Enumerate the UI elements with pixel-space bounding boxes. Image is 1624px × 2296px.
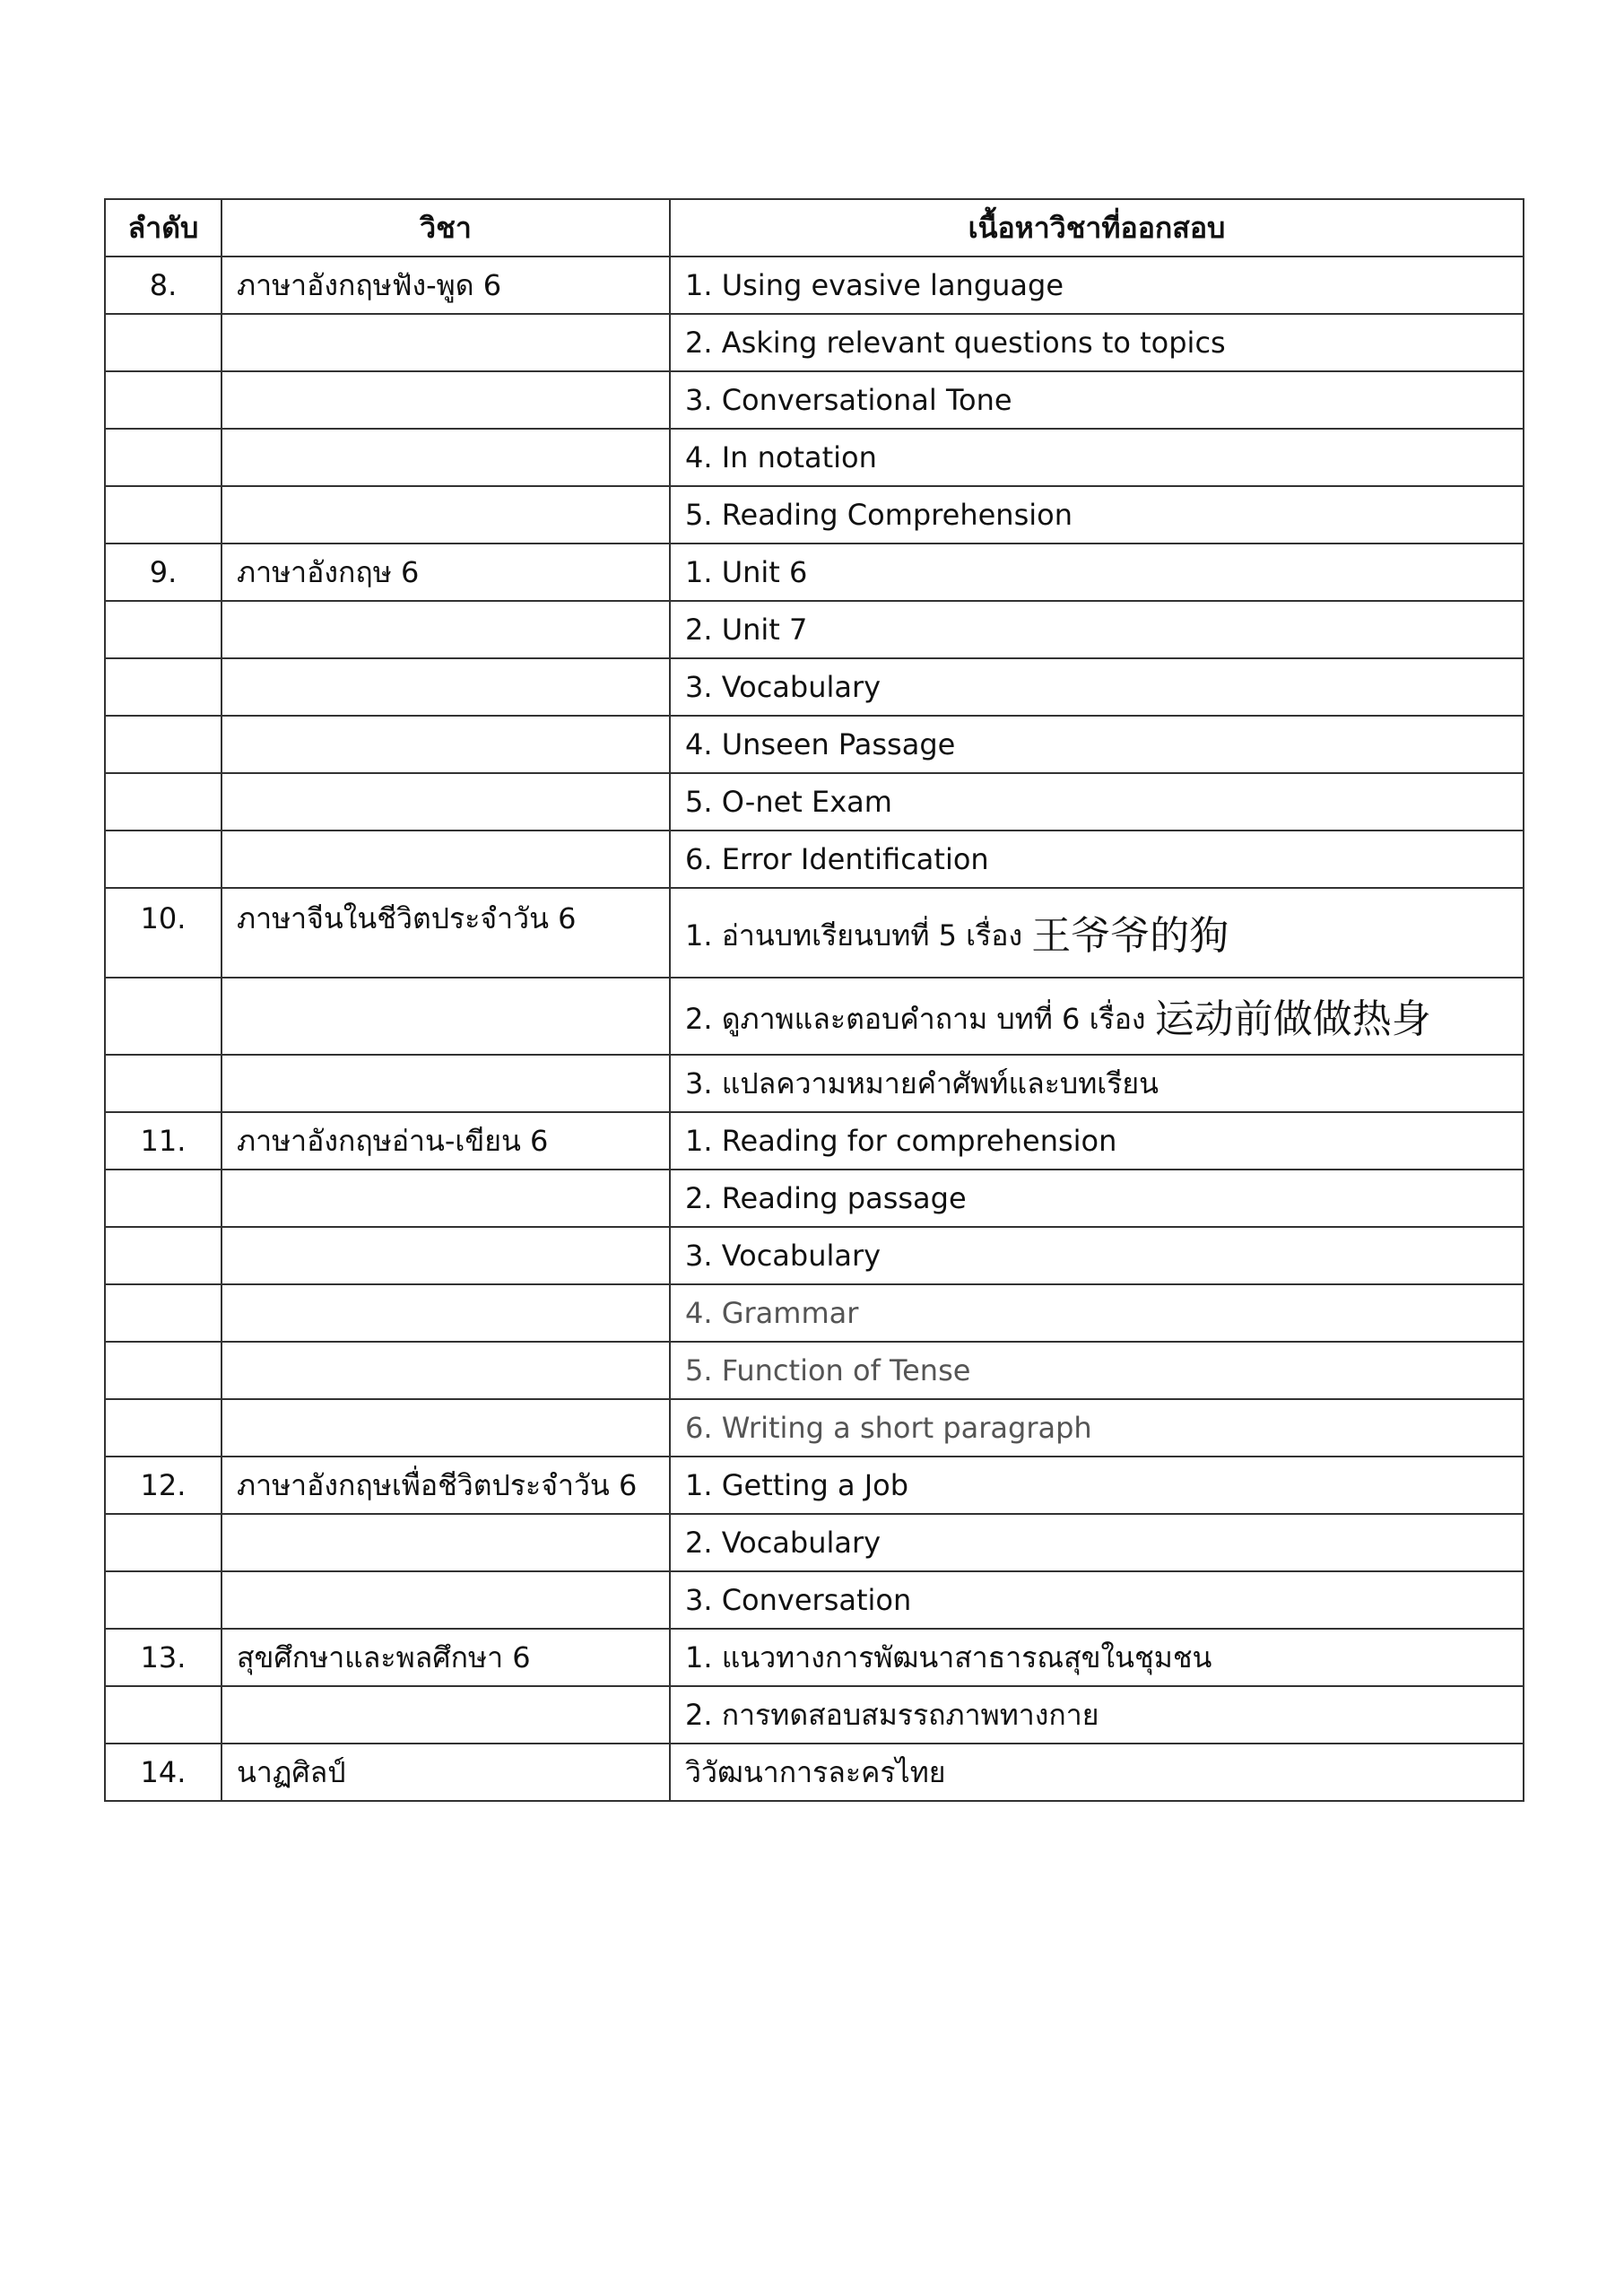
row-subject xyxy=(221,1227,670,1284)
table-row xyxy=(105,486,1524,544)
row-number: 14. xyxy=(105,1744,221,1801)
chinese-lesson-title: 王爷爷的狗 xyxy=(1031,912,1229,959)
row-content: 3. Vocabulary xyxy=(670,1227,1524,1284)
table-row xyxy=(105,888,1524,978)
row-content: 5. O-net Exam xyxy=(670,773,1524,831)
row-subject xyxy=(221,429,670,486)
row-content: 3. Vocabulary xyxy=(670,658,1524,716)
row-number xyxy=(105,486,221,544)
row-number: 10. xyxy=(105,888,221,978)
row-content: 3. Conversational Tone xyxy=(670,371,1524,429)
table-row xyxy=(105,429,1524,486)
row-content: 2. Asking relevant questions to topics xyxy=(670,314,1524,371)
row-subject: ภาษาอังกฤษฟัง-พูด 6 xyxy=(221,257,670,314)
row-subject xyxy=(221,1055,670,1112)
row-content: 2. Vocabulary xyxy=(670,1514,1524,1571)
table-row xyxy=(105,1342,1524,1399)
row-content: 3. แปลความหมายคำศัพท์และบทเรียน xyxy=(670,1055,1524,1112)
row-subject xyxy=(221,1284,670,1342)
row-number xyxy=(105,1227,221,1284)
row-content xyxy=(670,978,1524,1055)
table-row xyxy=(105,716,1524,773)
row-content: 6. Error Identification xyxy=(670,831,1524,888)
row-number xyxy=(105,1399,221,1457)
row-subject xyxy=(221,1571,670,1629)
row-subject: ภาษาอังกฤษเพื่อชีวิตประจำวัน 6 xyxy=(221,1457,670,1514)
row-subject xyxy=(221,716,670,773)
table-row xyxy=(105,1055,1524,1112)
table-row xyxy=(105,314,1524,371)
row-content-thai: 2. ดูภาพและตอบคำถาม บทที่ 6 เรื่อง xyxy=(685,1001,1155,1036)
table-row xyxy=(105,831,1524,888)
table-row xyxy=(105,1457,1524,1514)
row-subject: สุขศึกษาและพลศึกษา 6 xyxy=(221,1629,670,1686)
row-content: 2. Unit 7 xyxy=(670,601,1524,658)
row-content: 6. Writing a short paragraph xyxy=(670,1399,1524,1457)
row-subject xyxy=(221,658,670,716)
row-number: 13. xyxy=(105,1629,221,1686)
row-subject xyxy=(221,486,670,544)
table-row xyxy=(105,1399,1524,1457)
row-number xyxy=(105,1342,221,1399)
row-subject: ภาษาอังกฤษอ่าน-เขียน 6 xyxy=(221,1112,670,1170)
row-content: 4. Unseen Passage xyxy=(670,716,1524,773)
row-number xyxy=(105,1571,221,1629)
table-row xyxy=(105,601,1524,658)
table-row xyxy=(105,1571,1524,1629)
table-row xyxy=(105,1744,1524,1801)
row-subject xyxy=(221,1686,670,1744)
row-subject: ภาษาอังกฤษ 6 xyxy=(221,544,670,601)
row-content: 1. Unit 6 xyxy=(670,544,1524,601)
header-row xyxy=(105,199,1524,257)
table-row xyxy=(105,1112,1524,1170)
row-number xyxy=(105,1514,221,1571)
table-body xyxy=(105,257,1524,1801)
row-number xyxy=(105,1284,221,1342)
row-subject xyxy=(221,773,670,831)
table-row xyxy=(105,1170,1524,1227)
row-content: 2. Reading passage xyxy=(670,1170,1524,1227)
row-number xyxy=(105,1055,221,1112)
table-row xyxy=(105,257,1524,314)
row-number xyxy=(105,831,221,888)
row-number xyxy=(105,1170,221,1227)
header-subject: วิชา xyxy=(221,199,670,257)
row-number: 8. xyxy=(105,257,221,314)
row-number xyxy=(105,371,221,429)
table-row xyxy=(105,544,1524,601)
chinese-lesson-title: 运动前做做热身 xyxy=(1154,996,1431,1042)
row-subject xyxy=(221,1514,670,1571)
row-content: 1. แนวทางการพัฒนาสาธารณสุขในชุมชน xyxy=(670,1629,1524,1686)
table-row xyxy=(105,371,1524,429)
row-subject xyxy=(221,831,670,888)
row-content: 4. In notation xyxy=(670,429,1524,486)
table-row xyxy=(105,773,1524,831)
table-row xyxy=(105,1514,1524,1571)
table-row xyxy=(105,978,1524,1055)
row-content: 1. Reading for comprehension xyxy=(670,1112,1524,1170)
row-subject xyxy=(221,371,670,429)
row-content: 1. Getting a Job xyxy=(670,1457,1524,1514)
row-number xyxy=(105,601,221,658)
table-row xyxy=(105,1284,1524,1342)
row-content: 5. Reading Comprehension xyxy=(670,486,1524,544)
row-number xyxy=(105,1686,221,1744)
table-row xyxy=(105,1686,1524,1744)
row-content: 4. Grammar xyxy=(670,1284,1524,1342)
row-subject: ภาษาจีนในชีวิตประจำวัน 6 xyxy=(221,888,670,978)
row-subject xyxy=(221,601,670,658)
row-content-thai: 1. อ่านบทเรียนบทที่ 5 เรื่อง xyxy=(685,918,1032,952)
row-number: 11. xyxy=(105,1112,221,1170)
row-content: 3. Conversation xyxy=(670,1571,1524,1629)
row-number xyxy=(105,978,221,1055)
table-row xyxy=(105,658,1524,716)
row-content: วิวัฒนาการละครไทย xyxy=(670,1744,1524,1801)
row-subject xyxy=(221,1170,670,1227)
row-subject xyxy=(221,1342,670,1399)
row-number xyxy=(105,716,221,773)
table-row xyxy=(105,1629,1524,1686)
row-number xyxy=(105,773,221,831)
row-number: 9. xyxy=(105,544,221,601)
exam-content-table xyxy=(104,198,1524,1802)
row-number xyxy=(105,429,221,486)
row-subject: นาฏศิลป์ xyxy=(221,1744,670,1801)
row-content: 5. Function of Tense xyxy=(670,1342,1524,1399)
row-content: 1. Using evasive language xyxy=(670,257,1524,314)
row-number xyxy=(105,314,221,371)
header-order: ลำดับ xyxy=(105,199,221,257)
row-content xyxy=(670,888,1524,978)
header-content: เนื้อหาวิชาที่ออกสอบ xyxy=(670,199,1524,257)
row-number xyxy=(105,658,221,716)
table-header xyxy=(105,199,1524,257)
row-subject xyxy=(221,314,670,371)
table-row xyxy=(105,1227,1524,1284)
row-subject xyxy=(221,1399,670,1457)
row-subject xyxy=(221,978,670,1055)
row-content: 2. การทดสอบสมรรถภาพทางกาย xyxy=(670,1686,1524,1744)
row-number: 12. xyxy=(105,1457,221,1514)
